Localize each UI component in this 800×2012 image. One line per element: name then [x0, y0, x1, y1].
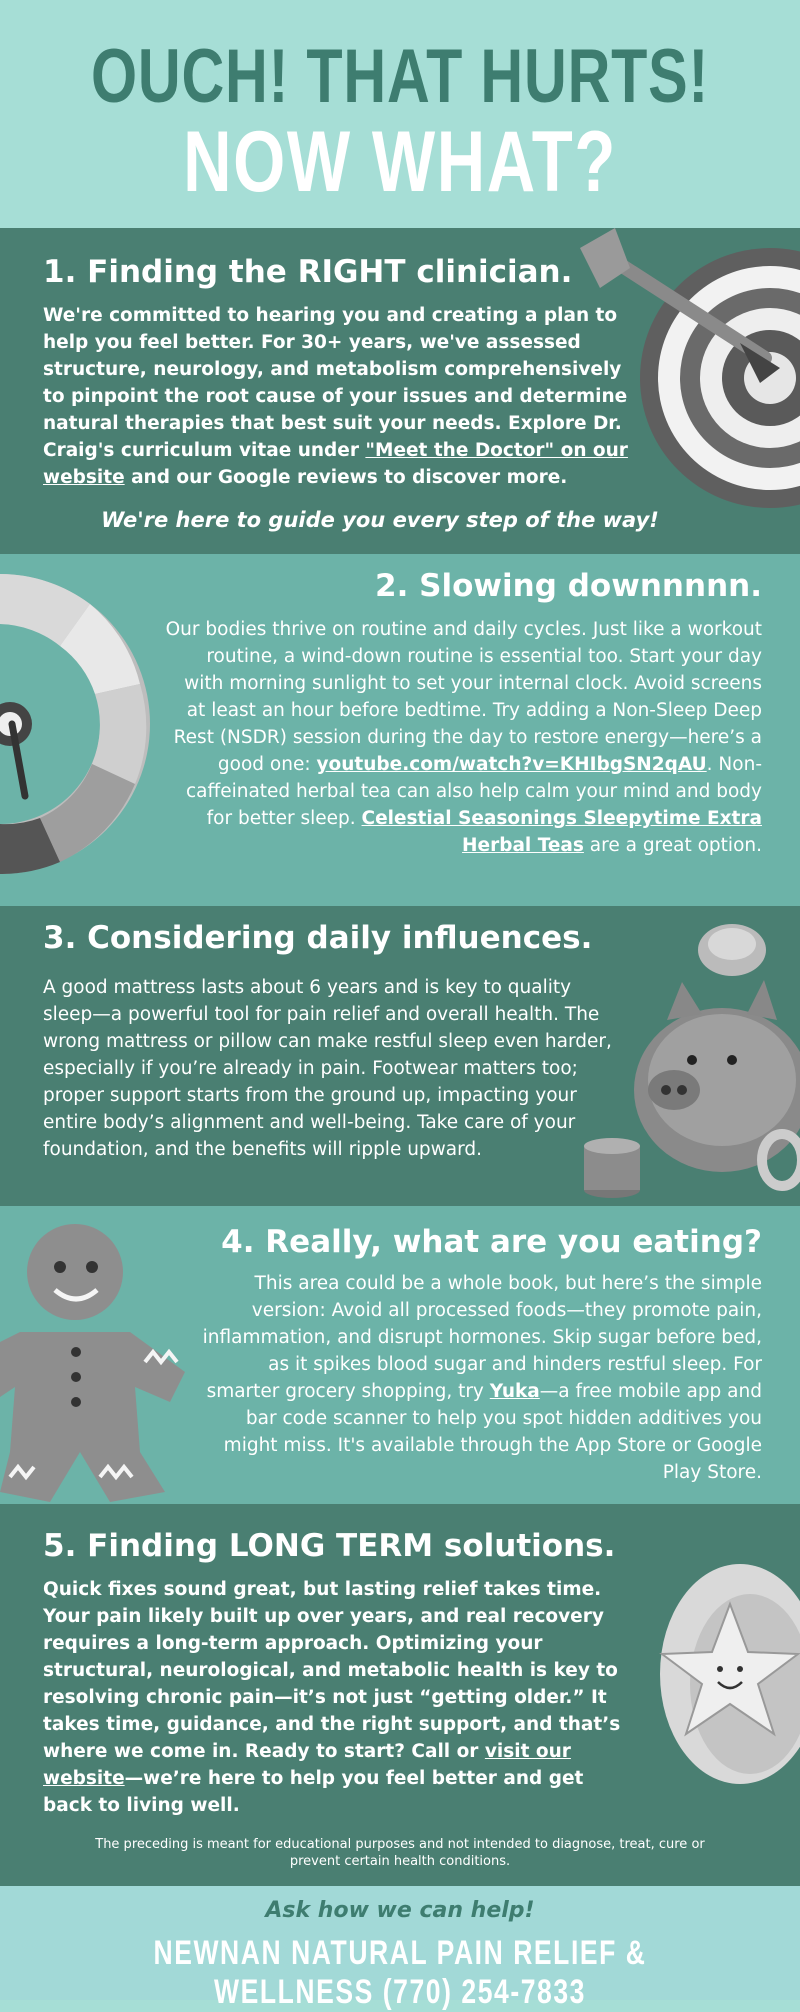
section-2-text-c: are a great option. — [583, 835, 762, 856]
sleepytime-tea-link[interactable]: Celestial Seasonings Sleepytime Extra Herbal Teas — [361, 808, 762, 856]
section-1-text-a: We're committed to hearing you and creating a plan to help you feel better. For 30+ years, we've assessed structure, neurology, and metabolism comprehensively to pinpoint the root cause of your issues and determine natural therapies that best suit your needs. Explore Dr. Craig's curriculum vitae under — [43, 305, 628, 461]
footer — [0, 1886, 800, 2011]
yuka-app-link[interactable]: Yuka — [489, 1381, 540, 1402]
section-2-body — [162, 616, 762, 859]
section-5-text-b: —we’re here to help you feel better and get back to living well. — [43, 1768, 584, 1816]
gingerbread-man-icon — [0, 1212, 200, 1502]
section-5-heading: 5. Finding LONG TERM solutions. — [43, 1528, 616, 1564]
section-2-text-a: Our bodies thrive on routine and daily cycles. Just like a workout routine, a wind-down routine is essential too. Start your day with morning sunlight to set your internal clock. Avoid screens at least an hour before bedtime. Try adding a Non-Sleep Deep Rest (NSDR) session during the day to restore energy—here’s a good one: — [165, 619, 762, 775]
section-1-heading: 1. Finding the RIGHT clinician. — [43, 254, 573, 290]
section-finding-clinician — [0, 228, 800, 554]
ask-tagline: Ask how we can help! — [265, 1898, 535, 1923]
section-3-heading: 3. Considering daily influences. — [43, 920, 593, 956]
disclaimer: The preceding is meant for educational purposes and not intended to diagnose, treat, cure or prevent certain health conditions. — [95, 1837, 705, 1869]
meet-the-doctor-link[interactable]: "Meet the Doctor" on our website — [43, 440, 628, 488]
section-2-heading: 2. Slowing downnnnn. — [375, 568, 762, 604]
section-long-term — [0, 1504, 800, 1886]
section-2-text-b: . Non-caffeinated herbal tea can also help calm your mind and body for better sleep. — [185, 754, 762, 829]
piggy-bank-icon — [582, 910, 800, 1206]
gauge-icon — [0, 574, 170, 874]
section-1-body — [43, 302, 633, 491]
section-5-text-a: Quick fixes sound great, but lasting relief takes time. Your pain likely built up over years, and real recovery requires a long-term approach. Optimizing your structural, neurological, and metabolic health is key to resolving chronic pain—it’s not just “getting older.” It takes time, guidance, and the right support, and that’s where we come in. Ready to start? Call or — [43, 1579, 621, 1762]
section-5-body — [43, 1576, 623, 1819]
title-line-1: OUCH! THAT HURTS! — [90, 34, 710, 119]
nsdr-video-link[interactable]: youtube.com/watch?v=KHIbgSN2qAU — [316, 754, 707, 775]
visit-website-link[interactable]: visit our website — [43, 1741, 571, 1789]
section-slowing-down — [0, 554, 800, 906]
section-4-body — [202, 1270, 762, 1486]
section-daily-influences — [0, 906, 800, 1206]
header — [0, 0, 800, 228]
business-contact[interactable]: NEWNAN NATURAL PAIN RELIEF & WELLNESS (770) 254-7833 — [153, 1934, 647, 2011]
section-what-eating — [0, 1206, 800, 1504]
section-4-text-a: This area could be a whole book, but here’s the simple version: Avoid all processed foods—they promote pain, inflammation, and disrupt hormones. Skip sugar before bed, as it spikes blood sugar and hinders restful sleep. For smarter grocery shopping, try — [202, 1273, 762, 1402]
hands-star-icon — [630, 1544, 800, 1804]
section-4-heading: 4. Really, what are you eating? — [221, 1224, 762, 1260]
title-line-2: NOW WHAT? — [183, 114, 617, 210]
section-1-text-b: and our Google reviews to discover more. — [124, 467, 568, 488]
section-4-text-b: —a free mobile app and bar code scanner to help you spot hidden additives you might miss. It's available through the App Store or Google Play Store. — [223, 1381, 762, 1483]
section-1-tagline: We're here to guide you every step of the way! — [101, 508, 659, 532]
section-3-body: A good mattress lasts about 6 years and is key to quality sleep—a powerful tool for pain relief and overall health. The wrong mattress or pillow can make restful sleep even harder, especially if you’re already in pain. Footwear matters too; proper support starts from the ground up, impacting your entire body’s alignment and well-being. Take care of your foundation, and the benefits will ripple upward. — [43, 977, 612, 1160]
dart-target-icon — [570, 228, 800, 538]
